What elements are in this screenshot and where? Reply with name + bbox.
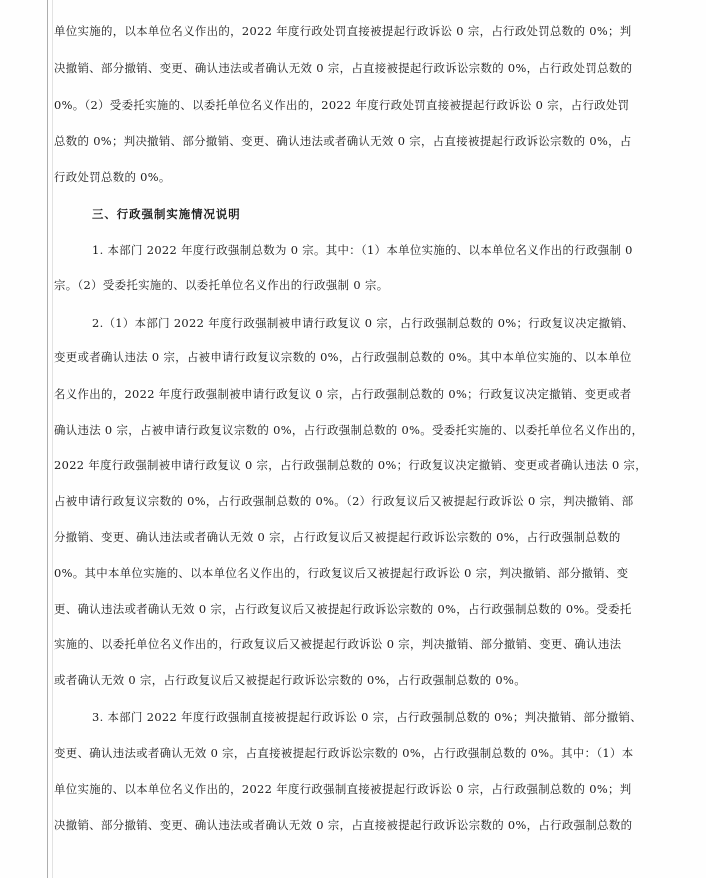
text-line: 名义作出的，2022 年度行政强制被申请行政复议 0 宗，占行政强制总数的 0%；行政复议决定撤销、变更或者 [54,387,632,401]
text-line: 行政处罚总数的 0%。 [54,170,171,184]
text-line: 2022 年度行政强制被申请行政复议 0 宗，占行政强制总数的 0%；行政复议决定撤销、变更或者确认违法 0 宗， [54,458,648,472]
scan-binding-shadow [52,0,53,878]
text-line: 变更、确认违法或者确认无效 0 宗，占直接被提起行政诉讼宗数的 0%，占行政强制总数的 0%。其中：（1）本 [54,746,634,760]
text-line: 变更或者确认违法 0 宗，占被申请行政复议宗数的 0%，占行政强制总数的 0%。其中本单位实施的、以本单位 [54,350,632,364]
text-line: 更、确认违法或者确认无效 0 宗，占行政复议后又被提起行政诉讼宗数的 0%，占行政强制总数的 0%。受委托 [54,602,632,616]
text-line: 实施的、以委托单位名义作出的，行政复议后又被提起行政诉讼 0 宗，判决撤销、部分撤销、变更、确认违法 [54,637,622,651]
text-line: 2.（1）本部门 2022 年度行政强制被申请行政复议 0 宗，占行政强制总数的 0%；行政复议决定撤销、 [92,316,634,330]
section-heading: 三、行政强制实施情况说明 [92,207,241,221]
text-line: 3. 本部门 2022 年度行政强制直接被提起行政诉讼 0 宗，占行政强制总数的 0%；判决撤销、部分撤销、 [92,710,643,724]
text-line: 占被申请行政复议宗数的 0%，占行政强制总数的 0%。（2）行政复议后又被提起行政诉讼 0 宗，判决撤销、部 [54,494,634,508]
text-line: 确认违法 0 宗，占被申请行政复议宗数的 0%，占行政强制总数的 0%。受委托实施的、以委托单位名义作出的， [54,423,644,437]
text-line: 1. 本部门 2022 年度行政强制总数为 0 宗。其中：（1）本单位实施的、以本单位名义作出的行政强制 0 [92,243,633,257]
text-line: 总数的 0%；判决撤销、部分撤销、变更、确认违法或者确认无效 0 宗，占直接被提起行政诉讼宗数的 0%，占 [54,134,632,148]
text-line: 0%。其中本单位实施的、以本单位名义作出的，行政复议后又被提起行政诉讼 0 宗，判决撤销、部分撤销、变 [54,566,629,580]
text-line: 单位实施的、以本单位名义作出的，2022 年度行政强制直接被提起行政诉讼 0 宗，占行政强制总数的 0%；判 [54,782,632,796]
text-line: 单位实施的，以本单位名义作出的，2022 年度行政处罚直接被提起行政诉讼 0 宗，占行政处罚总数的 0%；判 [54,24,632,38]
text-line: 决撤销、部分撤销、变更、确认违法或者确认无效 0 宗，占直接被提起行政诉讼宗数的 0%，占行政强制总数的 [54,818,633,832]
text-line: 0%。（2）受委托实施的、以委托单位名义作出的，2022 年度行政处罚直接被提起行政诉讼 0 宗，占行政处罚 [54,98,630,112]
scan-binding-edge [47,0,48,878]
text-line: 或者确认无效 0 宗，占行政复议后又被提起行政诉讼宗数的 0%，占行政强制总数的 0%。 [54,673,526,687]
text-line: 决撤销、部分撤销、变更、确认违法或者确认无效 0 宗，占直接被提起行政诉讼宗数的 0%，占行政处罚总数的 [54,61,633,75]
text-line: 宗。（2）受委托实施的、以委托单位名义作出的行政强制 0 宗。 [54,278,389,292]
text-line: 分撤销、变更、确认违法或者确认无效 0 宗，占行政复议后又被提起行政诉讼宗数的 0%，占行政强制总数的 [54,530,621,544]
